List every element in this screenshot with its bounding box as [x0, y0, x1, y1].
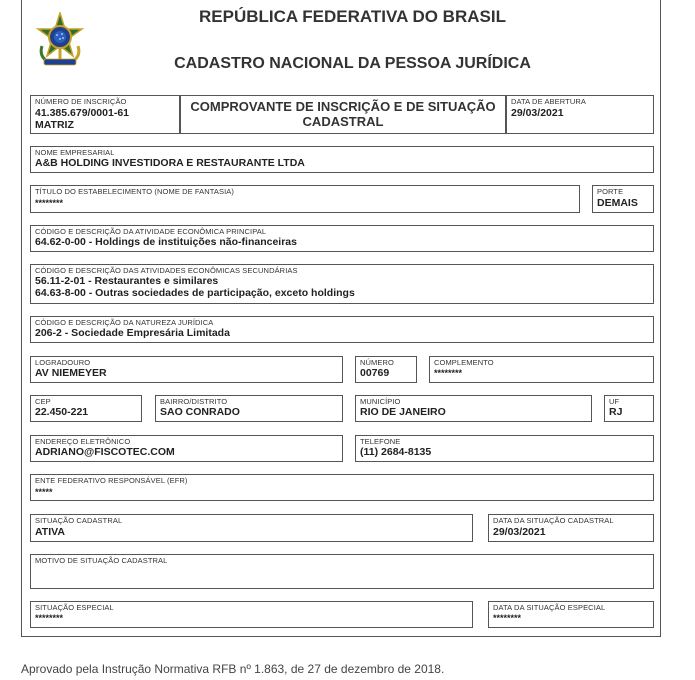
logradouro-value: AV NIEMEYER: [35, 367, 107, 379]
natureza-juridica-label: CÓDIGO E DESCRIÇÃO DA NATUREZA JURÍDICA: [35, 318, 214, 327]
situacao-cadastral-value: ATIVA: [35, 526, 65, 538]
situacao-cadastral-box: [30, 514, 473, 542]
abertura-label: DATA DE ABERTURA: [511, 97, 586, 106]
porte-box: [592, 185, 654, 213]
email-box: [30, 435, 343, 462]
fantasia-value: ********: [35, 198, 64, 208]
complemento-value: ********: [434, 368, 463, 378]
situacao-especial-box: [30, 601, 473, 628]
atividade-secundaria-item: 64.63-8-00 - Outras sociedades de participação, exceto holdings: [35, 287, 355, 299]
country-title: REPÚBLICA FEDERATIVA DO BRASIL: [199, 7, 506, 26]
registry-title: CADASTRO NACIONAL DA PESSOA JURÍDICA: [174, 55, 531, 72]
porte-value: DEMAIS: [597, 197, 638, 209]
complemento-box: [429, 356, 654, 383]
comprovante-line1: COMPROVANTE DE INSCRIÇÃO E DE SITUAÇÃO: [190, 99, 496, 114]
motivo-situacao-box: [30, 554, 654, 589]
data-situacao-box: [488, 514, 654, 542]
bairro-box: [155, 395, 343, 422]
porte-label: PORTE: [597, 187, 624, 196]
uf-value: RJ: [609, 406, 623, 418]
nome-empresarial-value: A&B HOLDING INVESTIDORA E RESTAURANTE LTDA: [35, 157, 305, 169]
atividades-secundarias-label: CÓDIGO E DESCRIÇÃO DAS ATIVIDADES ECONÔMICAS SECUNDÁRIAS: [35, 266, 298, 275]
municipio-box: [355, 395, 592, 422]
inscricao-box: [30, 95, 180, 134]
fantasia-box: [30, 185, 580, 213]
cep-box: [30, 395, 142, 422]
cep-label: CEP: [35, 397, 51, 406]
footer-note: Aprovado pela Instrução Normativa RFB nº 1.863, de 27 de dezembro de 2018.: [21, 662, 445, 676]
municipio-value: RIO DE JANEIRO: [360, 406, 446, 418]
data-situacao-value: 29/03/2021: [493, 526, 546, 538]
efr-box: [30, 474, 654, 501]
nome-empresarial-box: [30, 146, 654, 173]
efr-label: ENTE FEDERATIVO RESPONSÁVEL (EFR): [35, 476, 188, 485]
telefone-label: TELEFONE: [360, 437, 401, 446]
uf-box: [604, 395, 654, 422]
atividade-principal-box: [30, 225, 654, 252]
natureza-juridica-box: [30, 316, 654, 343]
comprovante-box: [180, 95, 506, 134]
numero-value: 00769: [360, 367, 390, 379]
cep-value: 22.450-221: [35, 406, 89, 418]
data-situacao-label: DATA DA SITUAÇÃO CADASTRAL: [493, 516, 614, 525]
data-situacao-especial-box: [488, 601, 654, 628]
situacao-cadastral-label: SITUAÇÃO CADASTRAL: [35, 516, 123, 525]
data-situacao-especial-value: ********: [493, 613, 522, 623]
bairro-value: SAO CONRADO: [160, 406, 240, 418]
uf-label: UF: [609, 397, 620, 406]
situacao-especial-value: ********: [35, 613, 64, 623]
situacao-especial-label: SITUAÇÃO ESPECIAL: [35, 603, 114, 612]
numero-label: NÚMERO: [360, 358, 394, 367]
complemento-label: COMPLEMENTO: [434, 358, 494, 367]
efr-value: *****: [35, 487, 53, 497]
municipio-label: MUNICÍPIO: [360, 397, 401, 406]
motivo-situacao-label: MOTIVO DE SITUAÇÃO CADASTRAL: [35, 556, 168, 565]
inscricao-type: MATRIZ: [35, 119, 74, 131]
fantasia-label: TÍTULO DO ESTABELECIMENTO (NOME DE FANTASIA): [35, 187, 235, 196]
telefone-box: [355, 435, 654, 462]
inscricao-value: 41.385.679/0001-61: [35, 107, 130, 119]
comprovante-line2: CADASTRAL: [302, 114, 384, 129]
email-label: ENDEREÇO ELETRÔNICO: [35, 437, 131, 446]
logradouro-label: LOGRADOURO: [35, 358, 91, 367]
numero-box: [355, 356, 417, 383]
nome-empresarial-label: NOME EMPRESARIAL: [35, 148, 115, 157]
atividade-principal-value: 64.62-0-00 - Holdings de instituições não-financeiras: [35, 236, 297, 248]
atividade-principal-label: CÓDIGO E DESCRIÇÃO DA ATIVIDADE ECONÔMICA PRINCIPAL: [35, 227, 267, 236]
telefone-value: (11) 2684-8135: [360, 446, 432, 458]
email-value: ADRIANO@FISCOTEC.COM: [35, 446, 175, 458]
logradouro-box: [30, 356, 343, 383]
atividade-secundaria-item: 56.11-2-01 - Restaurantes e similares: [35, 275, 219, 287]
abertura-box: [506, 95, 654, 134]
brazil-coat-of-arms-icon: [34, 12, 86, 68]
abertura-value: 29/03/2021: [511, 107, 564, 119]
bairro-label: BAIRRO/DISTRITO: [160, 397, 228, 406]
atividades-secundarias-box: [30, 264, 654, 304]
inscricao-label: NÚMERO DE INSCRIÇÃO: [35, 97, 127, 106]
data-situacao-especial-label: DATA DA SITUAÇÃO ESPECIAL: [493, 603, 606, 612]
natureza-juridica-value: 206-2 - Sociedade Empresária Limitada: [35, 327, 230, 339]
